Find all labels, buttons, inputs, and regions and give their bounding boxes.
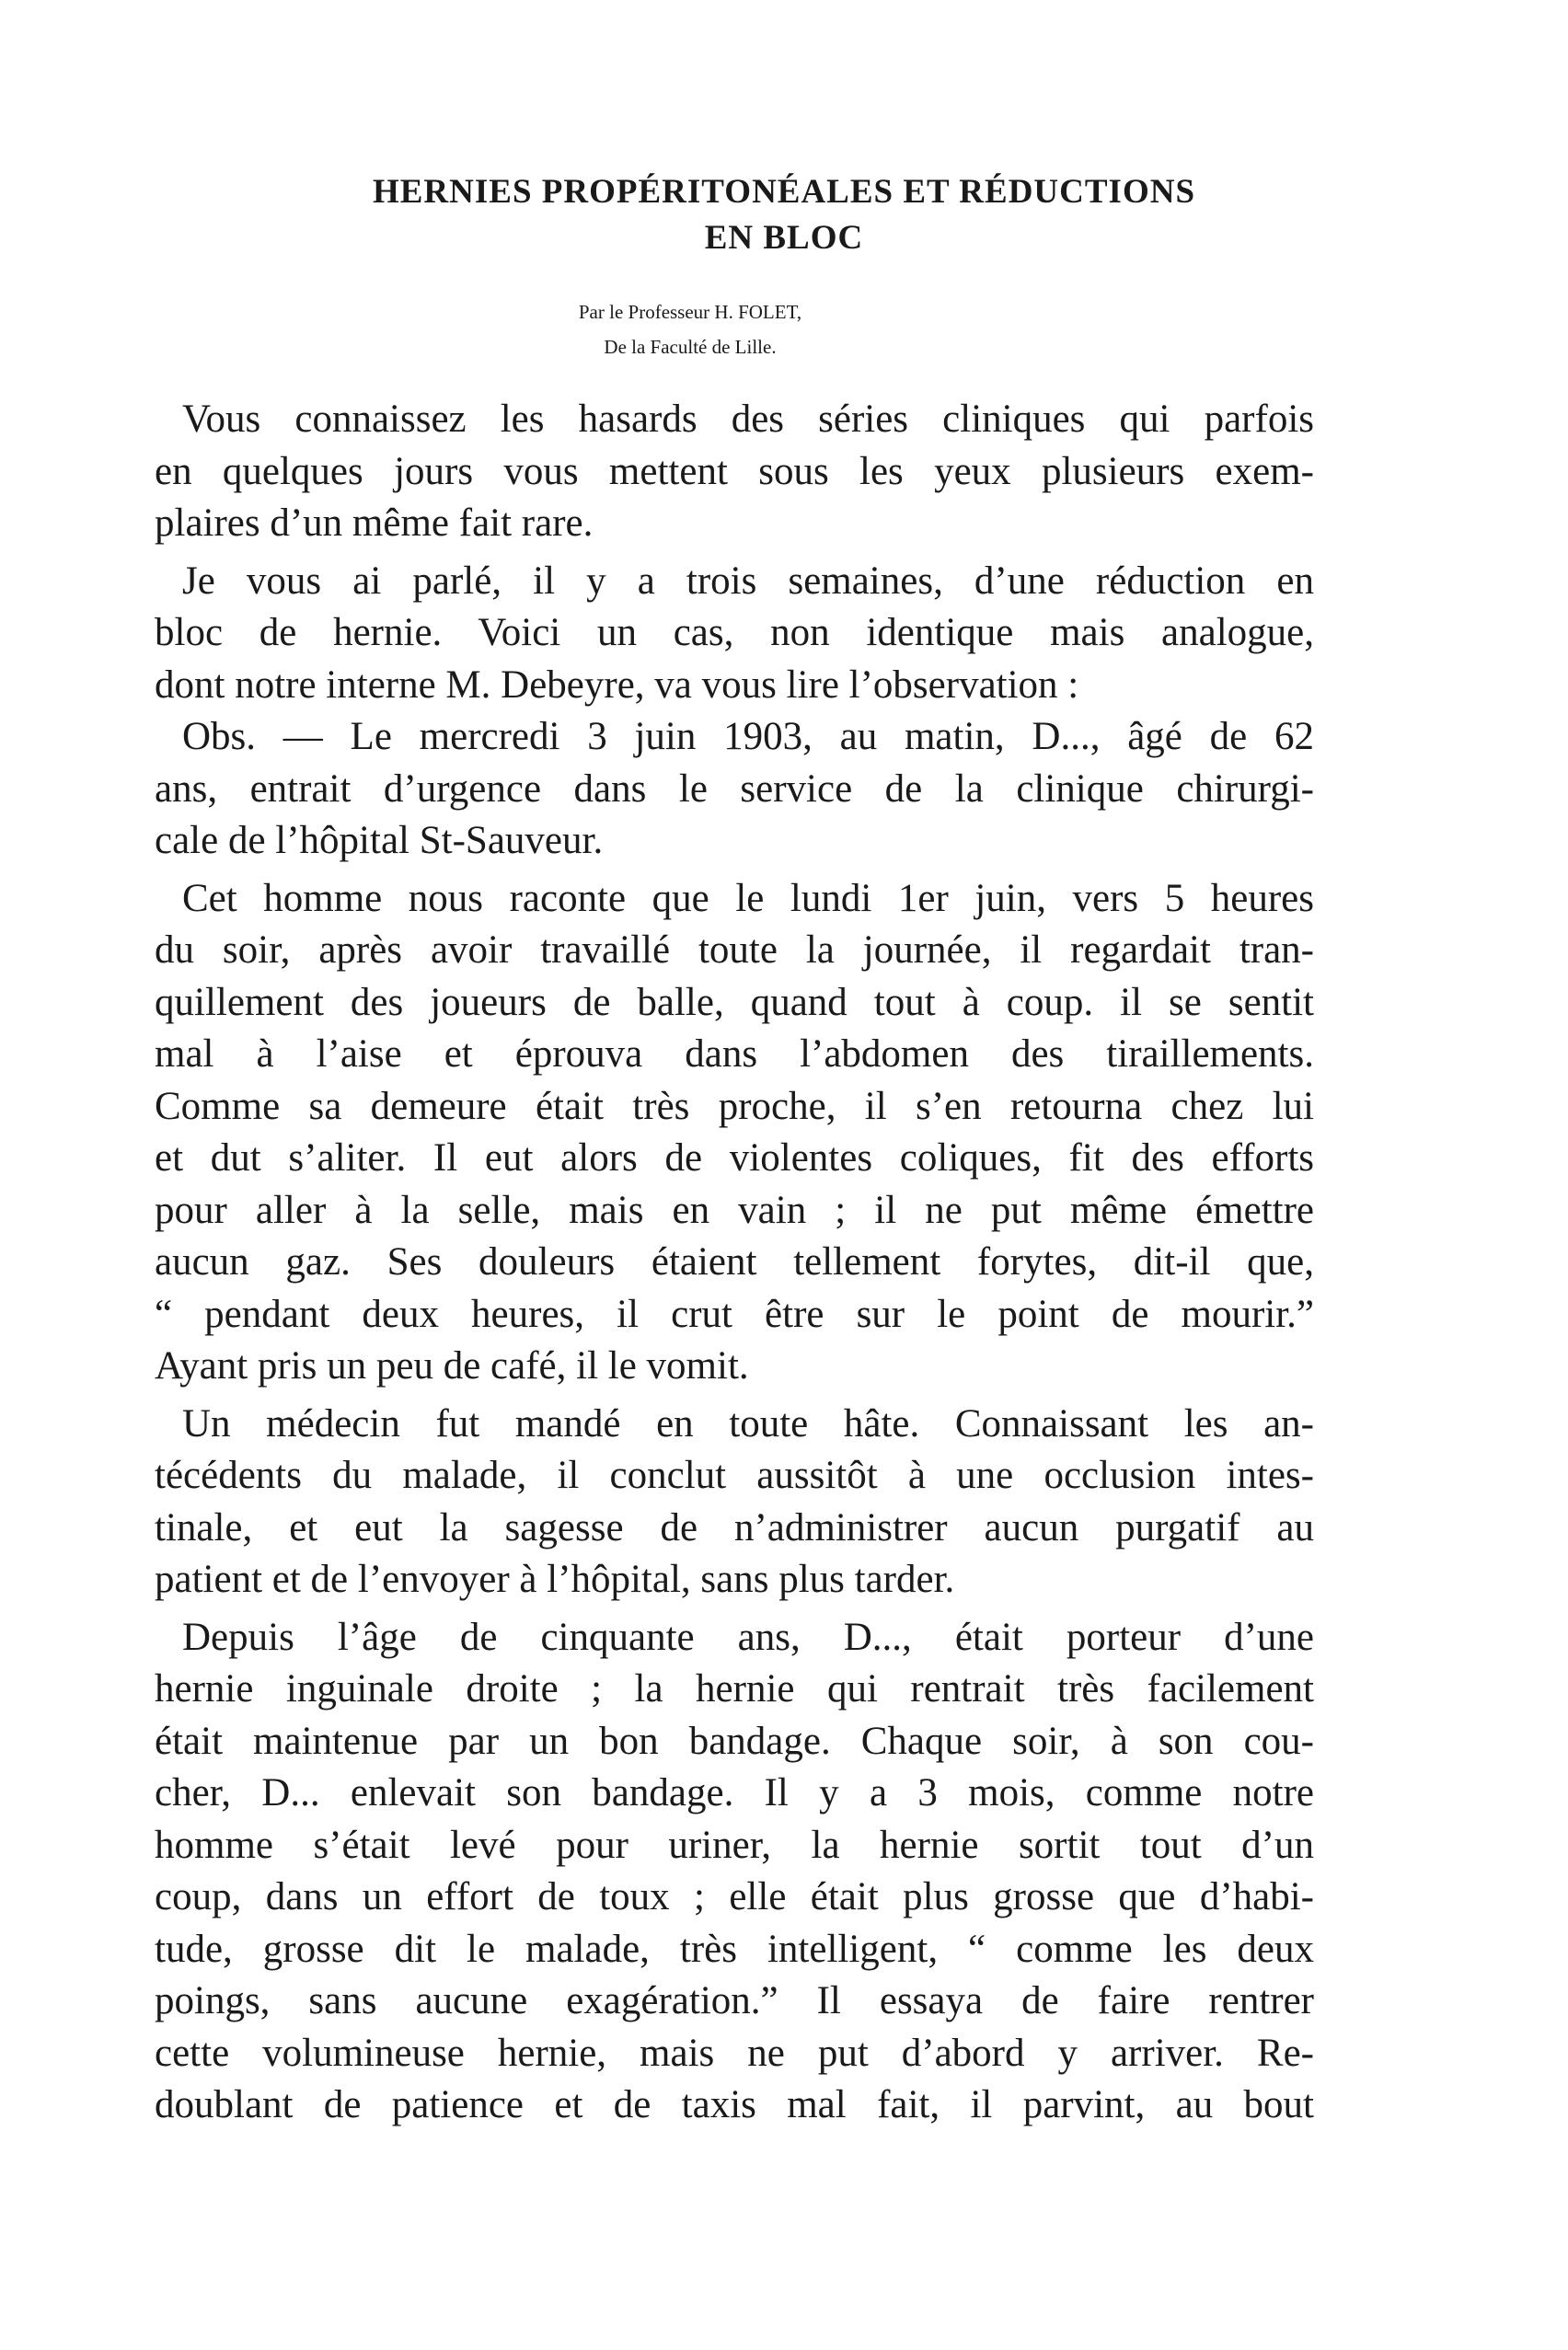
paragraph: [155, 1612, 1314, 2132]
text-line: tude, grosse dit le malade, très intelligent, “ comme les deux: [155, 1927, 1314, 1971]
text-line: hernie inguinale droite ; la hernie qui rentrait très facilement: [155, 1667, 1314, 1711]
article-title-line-2: EN BLOC: [704, 219, 864, 257]
text-line: pour aller à la selle, mais en vain ; il ne put même émettre: [155, 1188, 1314, 1232]
text-line: poings, sans aucune exagération.” Il essaya de faire rentrer: [155, 1979, 1314, 2022]
text-line: Cet homme nous raconte que le lundi 1er juin, vers 5 heures: [182, 876, 1314, 920]
text-line: Comme sa demeure était très proche, il s’en retourna chez lui: [155, 1084, 1314, 1128]
article-title-line-1: HERNIES PROPÉRITONÉALES ET RÉDUCTIONS: [372, 173, 1196, 211]
text-line: Un médecin fut mandé en toute hâte. Connaissant les an-: [182, 1401, 1314, 1446]
text-line: mal à l’aise et éprouva dans l’abdomen des tiraillements.: [155, 1032, 1314, 1076]
text-line: cher, D... enlevait son bandage. Il y a 3 mois, comme notre: [155, 1771, 1314, 1814]
text-line: cette volumineuse hernie, mais ne put d’abord y arriver. Re-: [155, 2031, 1314, 2075]
paragraph: [155, 873, 1314, 1393]
text-line: et dut s’aliter. Il eut alors de violentes coliques, fit des efforts: [155, 1136, 1314, 1180]
text-line: bloc de hernie. Voici un cas, non identique mais analogue,: [155, 611, 1314, 654]
text-line: “ pendant deux heures, il crut être sur le point de mourir.”: [155, 1292, 1314, 1336]
text-line: plaires d’un même fait rare.: [155, 501, 594, 545]
paragraph: [155, 1399, 1314, 1607]
text-line: cale de l’hôpital St-Sauveur.: [155, 819, 604, 862]
text-line: ans, entrait d’urgence dans le service de la clinique chirurgi-: [155, 766, 1314, 811]
text-line: quillement des joueurs de balle, quand tout à coup. il se sentit: [155, 980, 1314, 1024]
author-affiliation: De la Faculté de Lille.: [604, 336, 777, 358]
paragraph: [155, 556, 1314, 712]
text-line: Obs. — Le mercredi 3 juin 1903, au matin, D..., âgé de 62: [182, 715, 1314, 758]
text-line: patient et de l’envoyer à l’hôpital, sans plus tarder.: [155, 1558, 955, 1601]
text-line: Vous connaissez les hasards des séries cliniques qui parfois: [182, 397, 1314, 441]
text-line: dont notre interne M. Debeyre, va vous lire l’observation :: [155, 662, 1079, 707]
text-line: técédents du malade, il conclut aussitôt à une occlusion intes-: [155, 1454, 1314, 1497]
paragraph: [155, 711, 1314, 868]
text-line: aucun gaz. Ses douleurs étaient tellement forytes, dit-il que,: [155, 1240, 1314, 1284]
paragraph: [155, 394, 1314, 550]
text-line: tinale, et eut la sagesse de n’administrer aucun purgatif au: [155, 1505, 1314, 1549]
text-line: homme s’était levé pour uriner, la hernie sortit tout d’un: [155, 1823, 1314, 1867]
text-line: Depuis l’âge de cinquante ans, D..., était porteur d’une: [182, 1615, 1314, 1659]
article-body: [155, 394, 1314, 2132]
text-line: Ayant pris un peu de café, il le vomit.: [155, 1344, 749, 1388]
text-line: en quelques jours vous mettent sous les yeux plusieurs exem-: [155, 449, 1314, 493]
author-byline: Par le Professeur H. FOLET,: [578, 301, 802, 323]
text-line: doublant de patience et de taxis mal fait, il parvint, au bout: [155, 2083, 1314, 2126]
text-line: Je vous ai parlé, il y a trois semaines, d’une réduction en: [182, 559, 1314, 603]
text-line: du soir, après avoir travaillé toute la journée, il regardait tran-: [155, 928, 1314, 972]
text-line: coup, dans un effort de toux ; elle était plus grosse que d’habi-: [155, 1875, 1314, 1918]
text-line: était maintenue par un bon bandage. Chaque soir, à son cou-: [155, 1719, 1314, 1763]
